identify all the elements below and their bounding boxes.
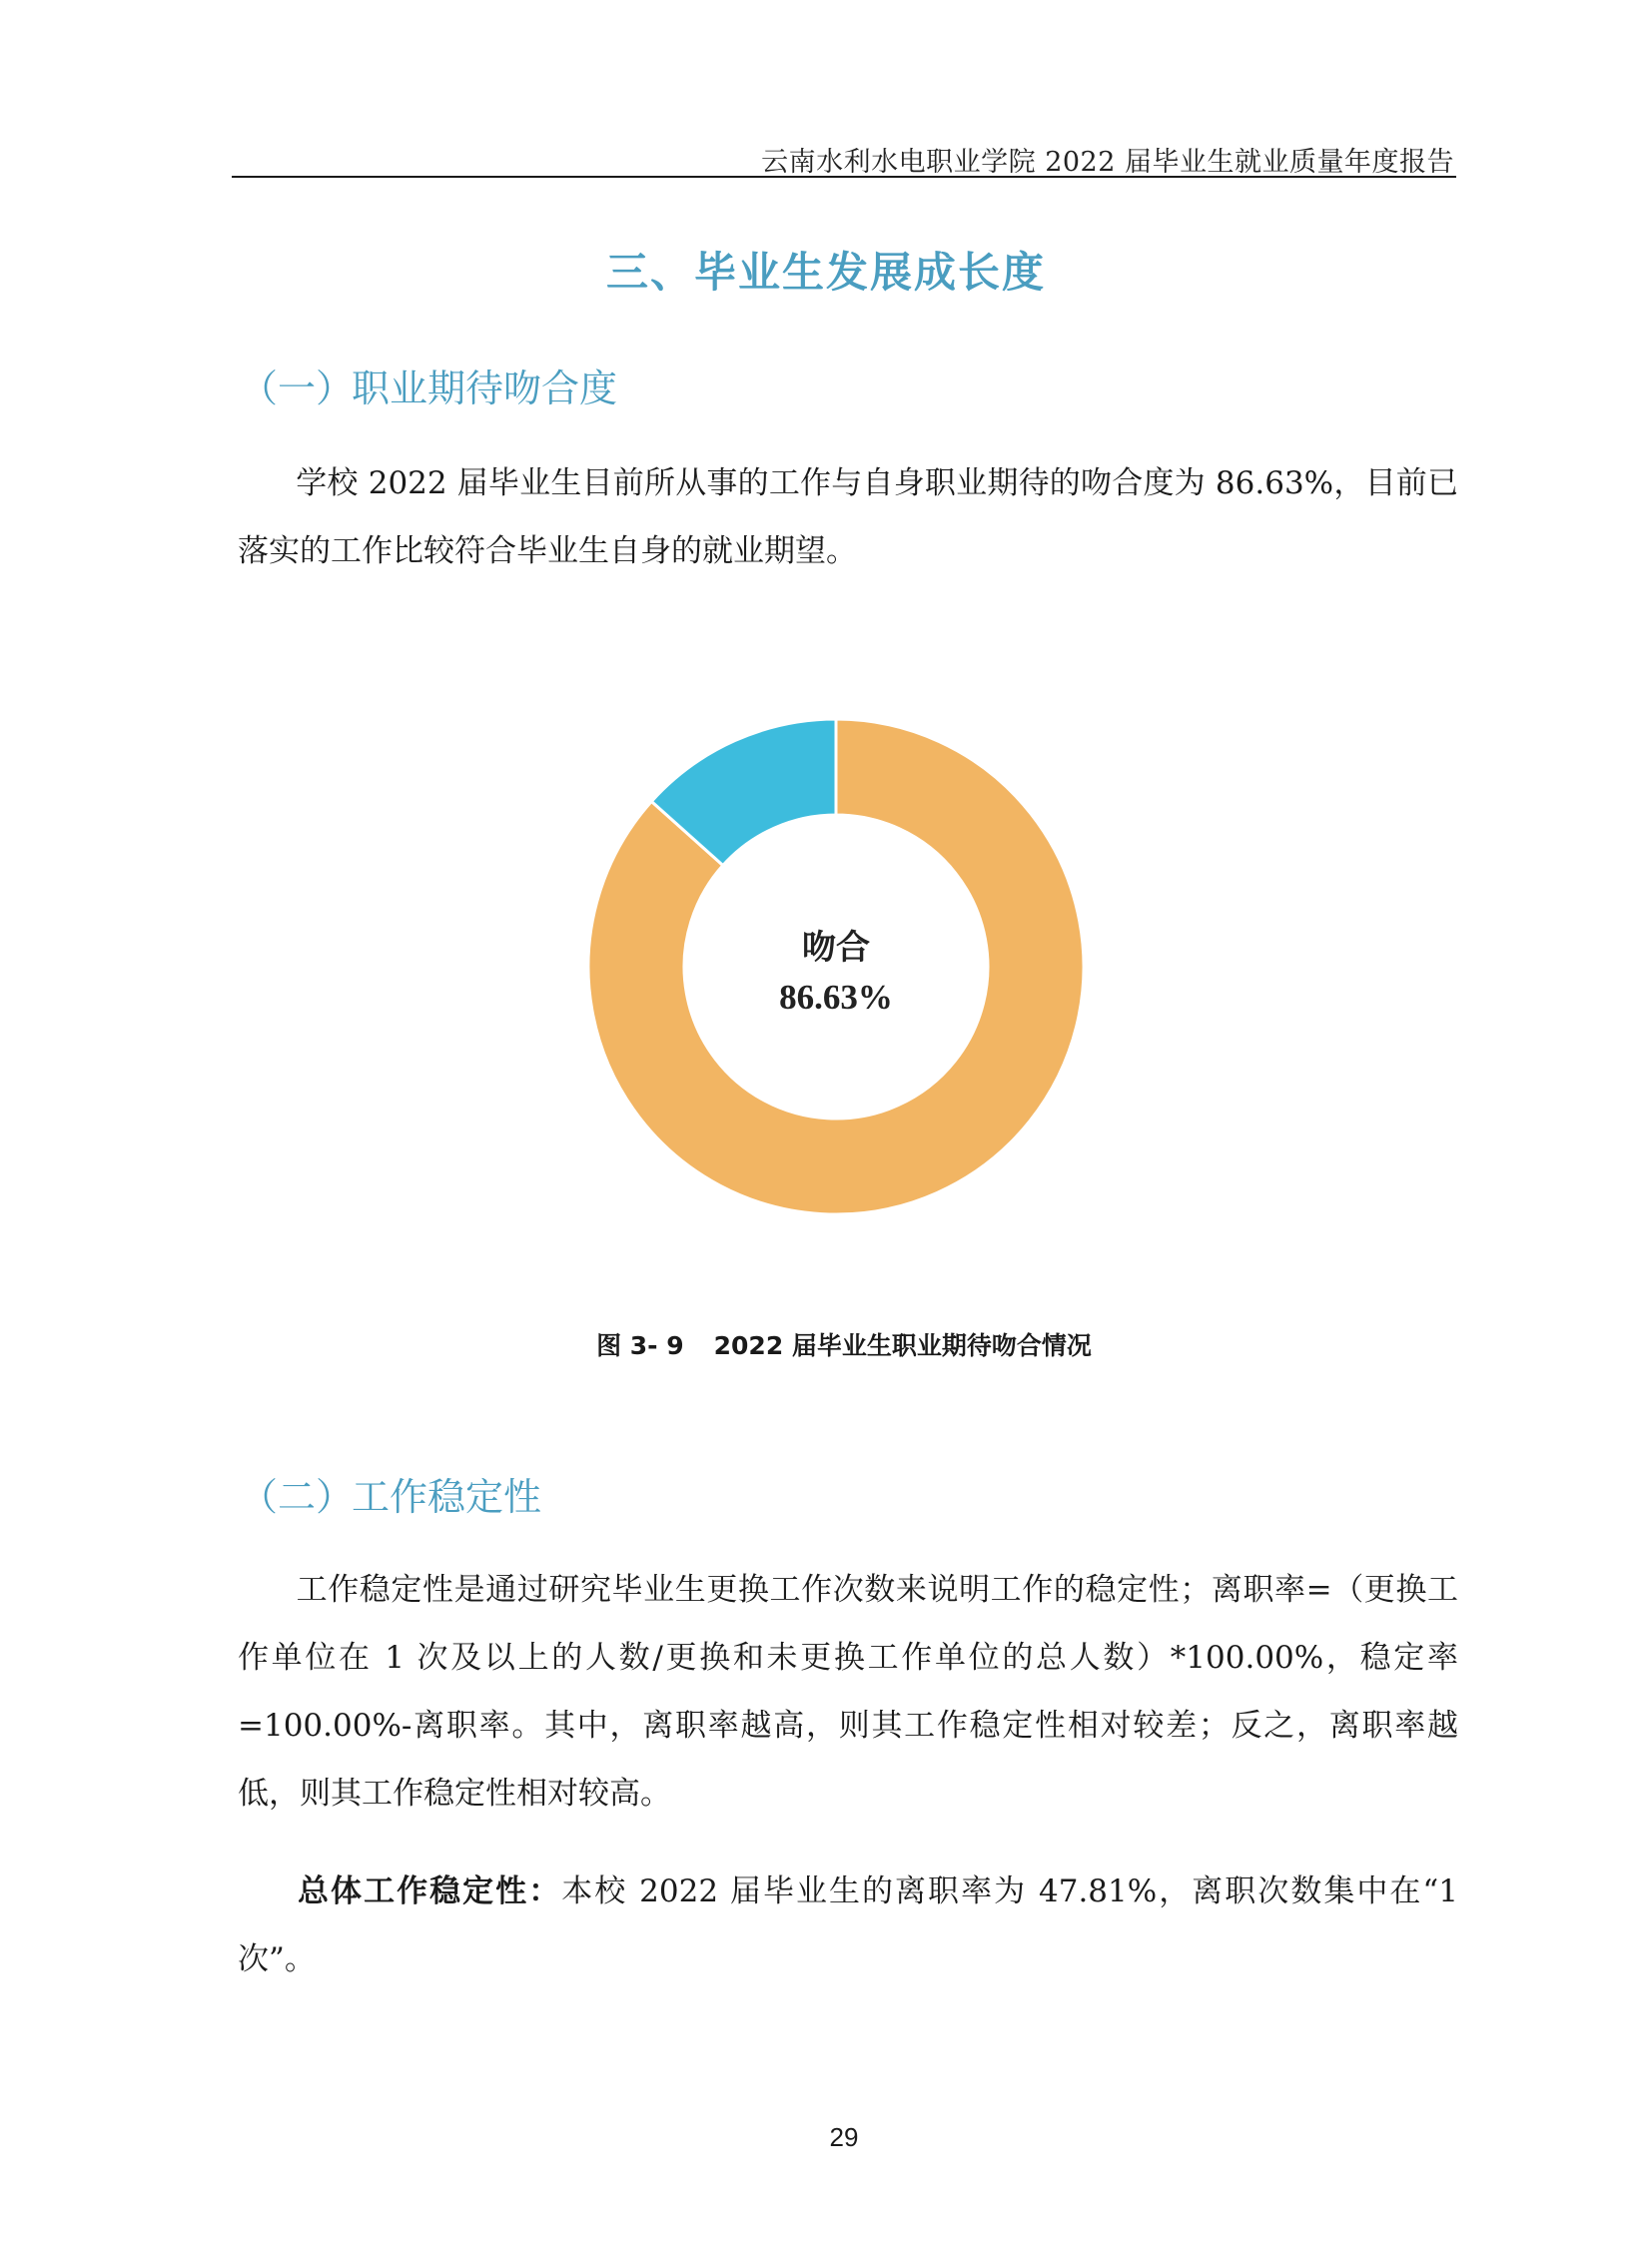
running-header: 云南水利水电职业学院 2022 届毕业生就业质量年度报告 — [761, 147, 1454, 178]
bold-lead: 总体工作稳定性： — [296, 1873, 562, 1909]
page-number: 29 — [829, 2122, 859, 2152]
subsection-number: （二） — [240, 1475, 355, 1519]
donut-chart — [576, 707, 1112, 1242]
figure-title: 2022 届毕业生职业期待吻合情况 — [713, 1331, 1092, 1360]
subsection-heading-1 — [240, 358, 617, 412]
subsection-number: （一） — [240, 367, 355, 410]
header-rule — [232, 176, 1456, 178]
paragraph-text: 工作稳定性是通过研究毕业生更换工作次数来说明工作的稳定性；离职率=（更换工作单位在 1 次及以上的人数/更换和未更换工作单位的总人数）*100.00%，稳定率=100.00%-离职率。其中，离职率越高，则其工作稳定性相对较差；反之，离职率越低，则其工作稳定性相对较高。 — [238, 1572, 1458, 1812]
paragraph-stability-definition — [238, 1556, 1458, 1828]
paragraph-overall-stability — [238, 1858, 1458, 1993]
center-value: 86.63% — [779, 978, 893, 1017]
figure-number: 图 3- 9 — [596, 1331, 684, 1360]
paragraph-text: 本校 2022 届毕业生的离职率为 47.81%，离职次数集中在“1 次”。 — [238, 1873, 1458, 1977]
center-label: 吻合 — [802, 928, 870, 968]
section-title: 三、毕业生发展成长度 — [605, 248, 1046, 297]
subsection-title: 职业期待吻合度 — [352, 367, 618, 410]
figure-caption — [0, 1326, 1652, 1362]
subsection-title: 工作稳定性 — [352, 1475, 542, 1519]
subsection-heading-2 — [240, 1466, 541, 1521]
paragraph-text: 学校 2022 届毕业生目前所从事的工作与自身职业期待的吻合度为 86.63%，目前已落实的工作比较符合毕业生自身的就业期望。 — [238, 465, 1458, 569]
paragraph-expectation — [238, 449, 1458, 585]
